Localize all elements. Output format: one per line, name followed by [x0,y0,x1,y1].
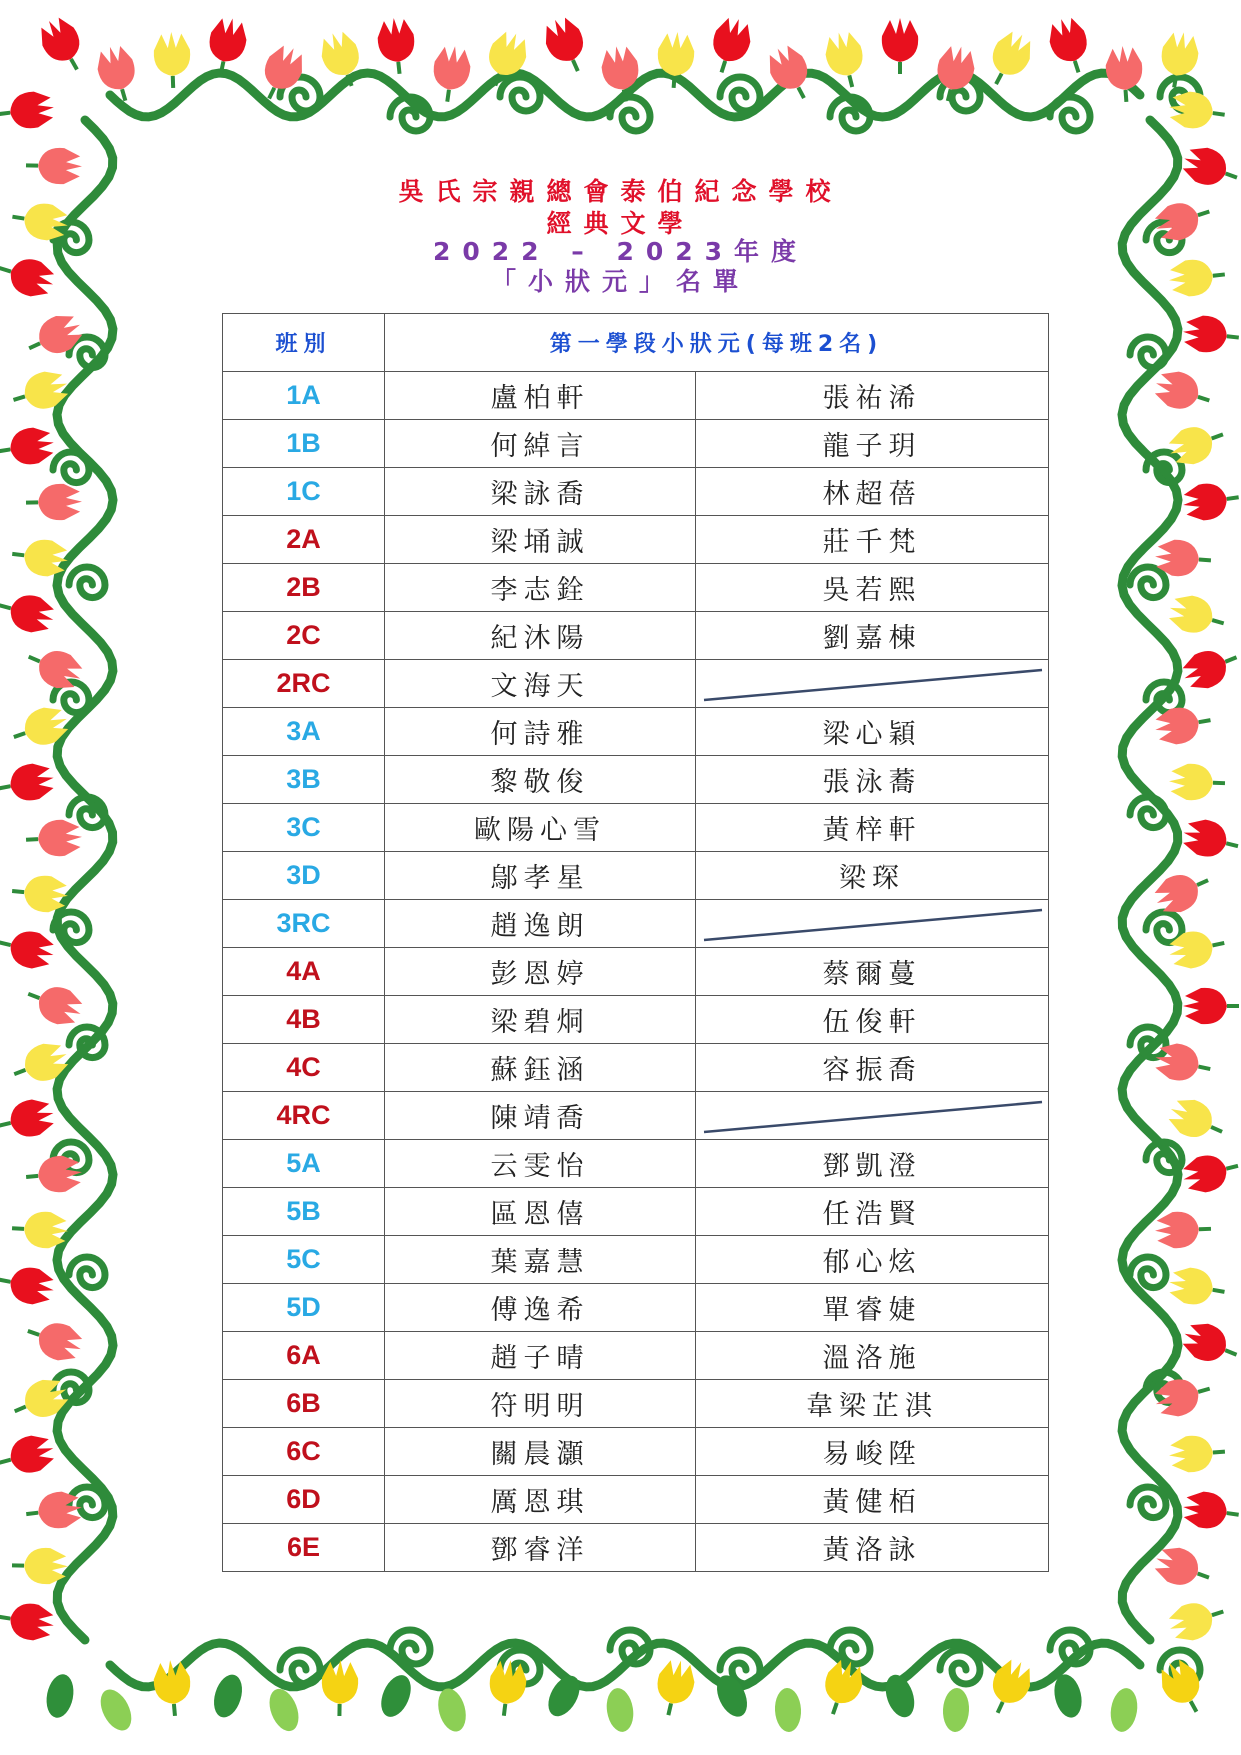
flower-icon [0,760,57,806]
class-cell: 5C [223,1236,385,1284]
flower-icon [881,1671,920,1721]
flower-icon [0,1262,57,1308]
subject-title: 經典文學 [546,209,695,238]
student-name-1: 關晨灝 [385,1428,696,1476]
flower-icon [651,1656,699,1719]
flower-icon [1164,1092,1230,1148]
flower-icon [774,1687,802,1732]
vine-curl [500,77,540,111]
table-row [223,420,1049,468]
student-name-2: 韋梁芷淇 [696,1380,1049,1428]
flower-icon [942,1687,970,1732]
table-header-row [223,314,1049,372]
flower-icon [429,44,473,105]
student-name-1: 云雯怡 [385,1140,696,1188]
student-name-1: 黎敬俊 [385,756,696,804]
table-row [223,516,1049,564]
student-name-2: 林超蓓 [696,468,1049,516]
class-cell: 6B [223,1380,385,1428]
student-name-2: 劉嘉棟 [696,612,1049,660]
flower-icon [1164,1594,1228,1646]
student-name-1: 盧柏軒 [385,372,696,420]
student-name-2: 龍子玥 [696,420,1049,468]
flower-icon [22,977,87,1031]
flower-icon [1179,815,1241,864]
roster-table [222,313,1049,1572]
vine-curl [280,1650,320,1684]
student-name-2: 黃梓軒 [696,804,1049,852]
class-cell: 3A [223,708,385,756]
empty-slot [696,660,1049,708]
flower-icon [1150,366,1214,418]
class-cell: 5A [223,1140,385,1188]
table-row [223,1380,1049,1428]
empty-slot [696,900,1049,948]
student-name-1: 區恩僖 [385,1188,696,1236]
class-cell: 1C [223,468,385,516]
flower-icon [0,1599,57,1644]
table-row [223,852,1049,900]
class-cell: 5D [223,1284,385,1332]
student-name-2: 吳若熙 [696,564,1049,612]
class-cell: 3B [223,756,385,804]
class-cell: 6D [223,1476,385,1524]
strike-line [702,904,1044,944]
table-row [223,948,1049,996]
vine-curl [720,77,760,111]
flower-icon [1181,479,1241,523]
flower-icon [26,483,83,520]
student-name-2: 蔡爾蔓 [696,948,1049,996]
empty-slot [696,1092,1049,1140]
student-name-2: 莊千梵 [696,516,1049,564]
class-cell: 6A [223,1332,385,1380]
table-row [223,1236,1049,1284]
strike-line [702,664,1044,704]
table-row [223,612,1049,660]
vine-curl [1146,912,1182,943]
flower-icon [12,1547,69,1584]
class-cell: 4RC [223,1092,385,1140]
list-title: 「小狀元」名單 [490,267,750,296]
table-row [223,1140,1049,1188]
student-name-2: 郁心炫 [696,1236,1049,1284]
flower-icon [604,1686,637,1734]
student-name-1: 趙逸朗 [385,900,696,948]
flower-icon [538,13,594,79]
flower-icon [94,1684,137,1735]
vine-curl [69,1487,105,1518]
flower-icon [153,31,191,88]
flower-icon [434,1685,471,1734]
flower-icon [1108,1686,1141,1734]
school-name: 吳氏宗親總會泰伯紀念學校 [398,177,843,206]
student-name-1: 符明明 [385,1380,696,1428]
table-row [223,1284,1049,1332]
student-name-1: 歐陽心雪 [385,804,696,852]
flower-icon [0,588,58,638]
student-name-1: 梁埇誠 [385,516,696,564]
table-row [223,708,1049,756]
class-cell: 2C [223,612,385,660]
table-row [223,900,1049,948]
vine-curl [69,567,105,598]
student-name-1: 彭恩婷 [385,948,696,996]
flower-icon [1181,1489,1241,1533]
student-name-1: 何詩雅 [385,708,696,756]
flower-icon [1154,1211,1211,1249]
flower-icon [0,1431,58,1481]
school-year: 2022 – 2023年度 [432,237,809,266]
flower-icon [1168,763,1225,801]
table-row [223,1524,1049,1572]
table-row [223,756,1049,804]
flower-icon [22,640,88,695]
student-name-2: 溫洛施 [696,1332,1049,1380]
flower-icon [43,1672,77,1720]
student-name-1: 傅逸希 [385,1284,696,1332]
table-row [223,1092,1049,1140]
vine-curl [1130,567,1166,598]
flower-icon [33,12,92,79]
vine-curl [1130,337,1166,368]
flower-icon [376,16,418,75]
student-name-1: 陳靖喬 [385,1092,696,1140]
student-name-2: 黃洛詠 [696,1524,1049,1572]
table-row [223,1044,1049,1092]
student-name-1: 梁詠喬 [385,468,696,516]
table-row [223,996,1049,1044]
class-cell: 6E [223,1524,385,1572]
student-name-2: 伍俊軒 [696,996,1049,1044]
flower-icon [25,819,83,858]
student-name-2: 張祐浠 [696,372,1049,420]
student-name-2: 張泳蕎 [696,756,1049,804]
class-cell: 5B [223,1188,385,1236]
flower-icon [1152,1040,1214,1087]
student-name-1: 何綽言 [385,420,696,468]
class-cell: 1A [223,372,385,420]
flower-icon [0,925,58,973]
table-row [223,372,1049,420]
student-name-1: 鄧睿洋 [385,1524,696,1572]
strike-line [702,1096,1044,1136]
flower-icon [1181,314,1240,356]
flower-icon [542,1670,586,1721]
flower-icon [375,1671,416,1722]
flower-icon [1166,1264,1227,1310]
table-row [223,468,1049,516]
student-name-1: 紀沐陽 [385,612,696,660]
flower-icon [1178,1317,1241,1372]
student-name-2: 單睿婕 [696,1284,1049,1332]
student-name-2: 任浩賢 [696,1188,1049,1236]
table-row [223,804,1049,852]
class-cell: 4B [223,996,385,1044]
flower-icon [1183,988,1239,1024]
table-row [223,1476,1049,1524]
flower-icon [203,15,250,77]
student-name-2: 鄧凱澄 [696,1140,1049,1188]
student-name-1: 李志銓 [385,564,696,612]
flower-icon [0,89,56,132]
flower-icon [264,1685,304,1735]
table-row [223,1428,1049,1476]
class-cell: 2RC [223,660,385,708]
flower-icon [1179,1148,1241,1197]
vine-curl [53,452,89,483]
student-name-1: 厲恩琪 [385,1476,696,1524]
student-name-2: 容振喬 [696,1044,1049,1092]
flower-icon [1178,640,1241,695]
table-row [223,1188,1049,1236]
table-row [223,564,1049,612]
flower-icon [704,13,756,77]
term-column-header: 第一學段小狀元(每班2名) [385,314,1049,372]
class-cell: 3C [223,804,385,852]
flower-icon [882,18,918,74]
flower-icon [22,1314,87,1367]
vine-curl [610,97,650,131]
vine-curl [940,1650,980,1684]
student-name-1: 鄔孝星 [385,852,696,900]
flower-icon [0,1095,58,1143]
flower-icon [209,1671,247,1721]
class-cell: 3D [223,852,385,900]
class-cell: 4C [223,1044,385,1092]
class-cell: 1B [223,420,385,468]
class-cell: 6C [223,1428,385,1476]
class-column-header: 班別 [223,314,385,372]
flower-icon [1166,925,1228,972]
flower-icon [0,425,57,470]
student-name-1: 文海天 [385,660,696,708]
class-cell: 3RC [223,900,385,948]
flower-icon [1164,417,1229,470]
flower-icon [655,31,695,89]
class-cell: 2B [223,564,385,612]
class-cell: 4A [223,948,385,996]
student-name-2: 梁心穎 [696,708,1049,756]
vine-curl [1050,97,1090,131]
vine-curl [1130,1487,1166,1518]
table-row [223,1332,1049,1380]
table-row [223,660,1049,708]
student-name-2: 易峻陞 [696,1428,1049,1476]
class-cell: 2A [223,516,385,564]
student-name-1: 梁碧烔 [385,996,696,1044]
flower-icon [980,26,1038,93]
flower-icon [1044,13,1096,77]
student-name-2: 梁琛 [696,852,1049,900]
student-name-1: 葉嘉慧 [385,1236,696,1284]
flower-icon [1165,590,1229,640]
flower-icon [1168,1433,1226,1473]
student-name-2: 黃健栢 [696,1476,1049,1524]
vine-curl [69,1257,105,1288]
student-name-1: 蘇鈺涵 [385,1044,696,1092]
vine-curl [1146,452,1182,483]
student-name-1: 趙子晴 [385,1332,696,1380]
